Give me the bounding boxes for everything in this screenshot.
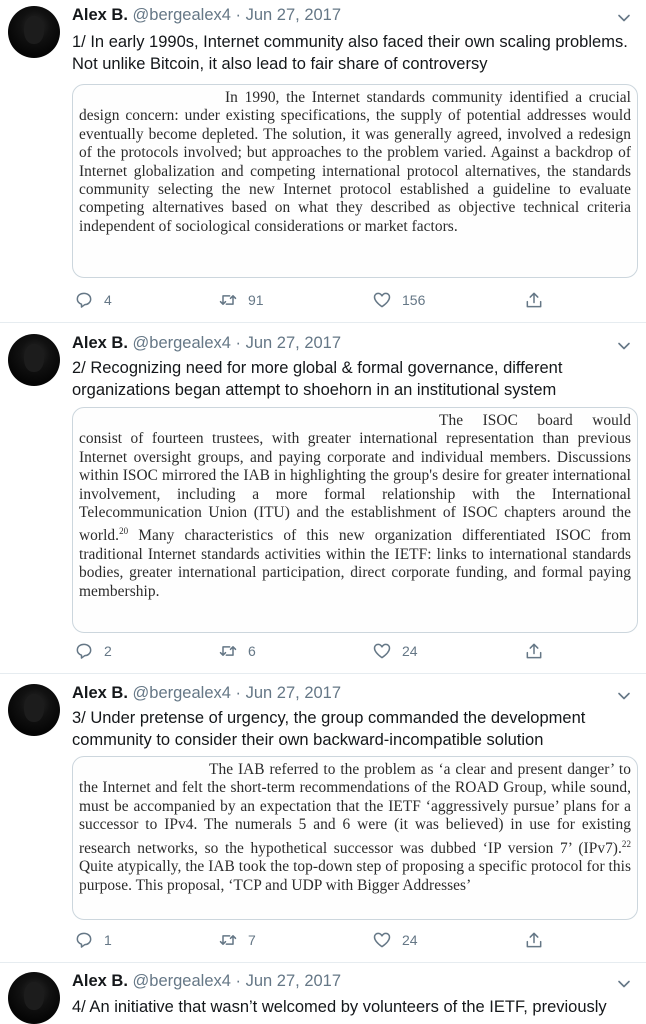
share-icon — [524, 641, 544, 661]
chevron-down-icon[interactable] — [616, 338, 632, 354]
quote-body: The IAB referred to the problem as ‘a clear and present danger’ to the Internet and felt the short-term recommendations of the ROAD Group, while sound, must be accompanied by an expectation that the IETF ‘aggressively pursue’ plans for a successor to IPv4. The numerals 5 and 6 were (it was believed) in use for existing research networks, so the hypothetical successor was dubbed ‘IP version 7’ (IPv7). — [79, 761, 631, 857]
retweet-count: 7 — [248, 932, 256, 948]
tweet-date[interactable]: Jun 27, 2017 — [245, 6, 342, 24]
reply-count: 2 — [104, 643, 112, 659]
like-icon — [372, 641, 392, 661]
tweet-date[interactable]: Jun 27, 2017 — [245, 334, 342, 352]
quote-body: In 1990, the Internet standards community identified a crucial design concern: under existing specifications, the supply of potential addresses would eventually become depleted. The solution, it was generally agreed, involved a redesign of the protocols involved; but approaches to the problem varied. Against a backdrop of Internet globalization and competing international protocol alternatives, the standards community selecting the new Internet protocol established a guideline to evaluate competing alternatives based on what they described as objective technical criteria independent of sociological considerations or market factors. — [79, 89, 631, 235]
reply-count: 4 — [104, 292, 112, 308]
reply-button[interactable] — [74, 929, 112, 951]
share-button[interactable] — [524, 640, 544, 662]
author-name[interactable]: Alex B. — [72, 6, 128, 24]
quote-body-continued: Quite atypically, the IAB took the top-down step of proposing a specific protocol for this purpose. This proposal, ‘TCP and UDP with Bigger Addresses’ — [79, 858, 631, 894]
avatar[interactable] — [8, 972, 60, 1024]
share-icon — [524, 930, 544, 950]
share-button[interactable] — [524, 289, 544, 311]
chevron-down-icon[interactable] — [616, 10, 632, 26]
tweet-header — [72, 6, 341, 28]
footnote-ref: 20 — [119, 526, 129, 537]
author-handle[interactable]: @bergealex4 — [132, 972, 231, 990]
author-handle[interactable]: @bergealex4 — [132, 6, 231, 24]
like-icon — [372, 930, 392, 950]
tweet-text: 3/ Under pretense of urgency, the group commanded the development community to consider their own backward-incompatible solution — [72, 709, 586, 749]
quote-image[interactable] — [72, 407, 638, 633]
divider — [0, 673, 646, 674]
like-icon — [372, 290, 392, 310]
retweet-button[interactable] — [218, 640, 256, 662]
like-button[interactable] — [372, 289, 425, 311]
chevron-down-icon[interactable] — [616, 688, 632, 704]
author-name[interactable]: Alex B. — [72, 334, 128, 352]
reply-icon — [74, 290, 94, 310]
tweet-date[interactable]: Jun 27, 2017 — [245, 684, 342, 702]
like-count: 156 — [402, 292, 426, 308]
tweet-date[interactable]: Jun 27, 2017 — [245, 972, 342, 990]
author-handle[interactable]: @bergealex4 — [132, 684, 231, 702]
tweet-actions — [72, 640, 572, 662]
tweet-header — [72, 972, 341, 994]
tweet-text: 4/ An initiative that wasn’t welcomed by volunteers of the IETF, previously — [72, 998, 607, 1016]
reply-button[interactable] — [74, 640, 112, 662]
quote-body-continued: Many characteristics of this new organization differentiated ISOC from traditional Internet standards activities within the IETF: links to international standards bodies, greater international participation, direct corporate funding, and formal paying membership. — [79, 527, 631, 600]
quote-text — [79, 412, 631, 601]
tweet-header — [72, 684, 341, 706]
retweet-count: 91 — [248, 292, 264, 308]
reply-button[interactable] — [74, 289, 112, 311]
reply-icon — [74, 930, 94, 950]
author-name[interactable]: Alex B. — [72, 972, 128, 990]
chevron-down-icon[interactable] — [616, 976, 632, 992]
quote-body: The ISOC board would consist of fourteen trustees, with greater international representation than previous Internet oversight groups, and paying corporate and individual members. Discussions within ISOC mirrored the IAB in highlighting the group's desire for greater international involvement, including a more formal relationship with the International Telecommunication Union (ITU) and the establishment of ISOC chapters around the world. — [79, 412, 631, 545]
tweet-header — [72, 334, 341, 356]
retweet-button[interactable] — [218, 929, 256, 951]
share-icon — [524, 290, 544, 310]
separator: · — [235, 684, 242, 702]
retweet-icon — [218, 290, 238, 310]
quote-image[interactable] — [72, 756, 638, 920]
retweet-icon — [218, 930, 238, 950]
separator: · — [235, 972, 242, 990]
retweet-count: 6 — [248, 643, 256, 659]
divider — [0, 962, 646, 963]
like-count: 24 — [402, 643, 418, 659]
divider — [0, 322, 646, 323]
author-handle[interactable]: @bergealex4 — [132, 334, 231, 352]
retweet-button[interactable] — [218, 289, 264, 311]
like-button[interactable] — [372, 640, 418, 662]
quote-image[interactable] — [72, 84, 638, 278]
tweet-actions — [72, 289, 572, 311]
quote-text — [79, 89, 631, 236]
separator: · — [235, 334, 242, 352]
avatar[interactable] — [8, 684, 60, 736]
separator: · — [235, 6, 242, 24]
avatar[interactable] — [8, 6, 60, 58]
retweet-icon — [218, 641, 238, 661]
quote-text — [79, 761, 631, 895]
footnote-ref: 22 — [621, 838, 631, 849]
tweet-actions — [72, 929, 572, 951]
reply-icon — [74, 641, 94, 661]
author-name[interactable]: Alex B. — [72, 684, 128, 702]
reply-count: 1 — [104, 932, 112, 948]
tweet-text: 1/ In early 1990s, Internet community also faced their own scaling problems. Not unlike Bitcoin, it also lead to fair share of controversy — [72, 33, 628, 73]
tweet-text: 2/ Recognizing need for more global & formal governance, different organizations began attempt to shoehorn in an institutional system — [72, 359, 563, 399]
like-count: 24 — [402, 932, 418, 948]
share-button[interactable] — [524, 929, 544, 951]
like-button[interactable] — [372, 929, 418, 951]
avatar[interactable] — [8, 334, 60, 386]
